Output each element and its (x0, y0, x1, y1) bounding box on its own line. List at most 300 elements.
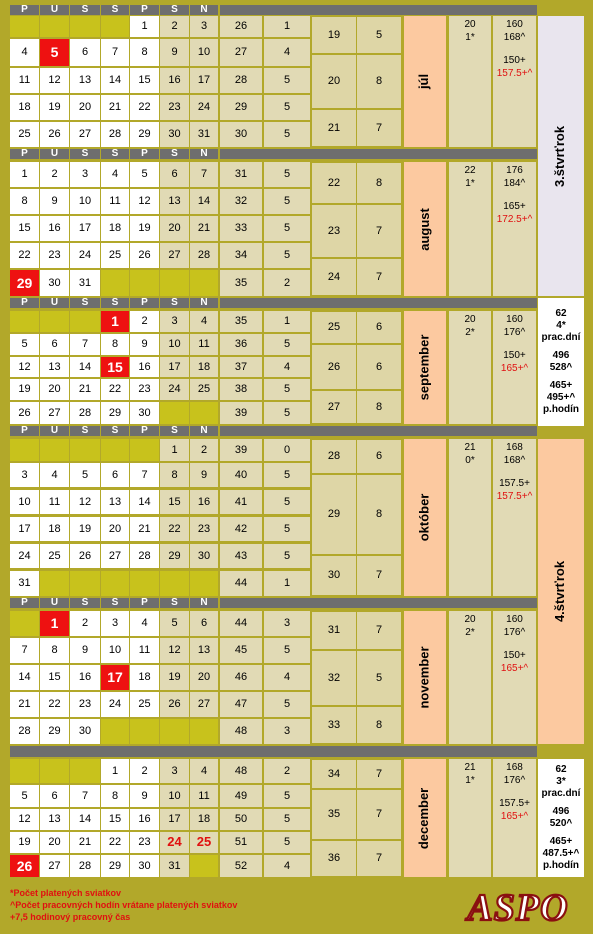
summary-total: 150+ (503, 650, 526, 661)
empty-day-cell (101, 439, 129, 461)
summary-hours_paid: 176^ (503, 327, 526, 338)
day-cell: 10 (190, 39, 218, 66)
week-workdays: 4 (264, 39, 310, 66)
summary-hours_paid: 168^ (503, 32, 526, 43)
group-value: 36 (312, 841, 356, 876)
month-hours-summary (493, 311, 536, 424)
day-cell: 11 (10, 68, 39, 93)
summary-total: 150+ (503, 55, 526, 66)
empty-day-cell (101, 16, 129, 37)
day-cell: 9 (130, 785, 159, 807)
empty-day-cell (190, 402, 218, 424)
day-cell: 8 (40, 638, 69, 663)
day-cell: 4 (190, 759, 218, 783)
day-cell: 21 (70, 379, 100, 400)
day-cell: 10 (160, 785, 189, 807)
day-cell: 20 (40, 832, 69, 853)
day-cell: 3 (160, 759, 189, 783)
day-cell: 20 (190, 665, 218, 690)
week-workdays: 2 (264, 759, 310, 783)
month-days-summary (449, 16, 491, 147)
day-cell: 18 (190, 809, 218, 830)
day-cell: 16 (70, 665, 100, 690)
day-cell: 6 (40, 785, 69, 807)
day-cell: 31 (10, 571, 39, 596)
day-cell: 29 (130, 122, 159, 147)
half-total-line: p.hodín (542, 860, 580, 871)
group-value: 24 (312, 259, 356, 295)
quarter-label-text: 4.štvrťrok (552, 560, 568, 623)
day-cell: 3 (70, 162, 100, 187)
day-cell: 25 (190, 832, 218, 853)
day-cell: 19 (130, 216, 159, 241)
week-workdays: 5 (264, 95, 310, 120)
day-cell: 21 (130, 517, 159, 541)
week-workdays: 5 (264, 809, 310, 830)
day-cell: 28 (70, 855, 100, 877)
day-cell: 24 (160, 832, 189, 853)
day-cell: 22 (160, 517, 189, 541)
group-value: 27 (312, 391, 356, 423)
day-cell: 4 (130, 611, 159, 636)
week-number: 40 (220, 463, 262, 487)
summary-holidays: 2* (465, 627, 475, 638)
day-cell: 9 (70, 638, 100, 663)
day-cell: 26 (130, 243, 159, 268)
day-cell: 29 (10, 270, 39, 296)
week-workdays: 5 (264, 379, 310, 400)
day-cell: 27 (40, 402, 69, 424)
half-total-line: 465+ (549, 380, 573, 391)
summary-holidays: 1* (465, 775, 475, 786)
half-total-line: p.hodín (542, 404, 580, 415)
day-cell: 17 (70, 216, 100, 241)
weekday-header: S (101, 5, 129, 15)
half-total-line: 495+^ (546, 392, 576, 403)
empty-day-cell (160, 571, 189, 596)
day-cell: 1 (10, 162, 39, 187)
month-label: september (416, 334, 432, 401)
day-cell: 11 (190, 334, 218, 355)
empty-day-cell (10, 311, 39, 332)
aspo-logo (458, 884, 580, 928)
weekday-header: U (40, 598, 69, 608)
day-cell: 3 (10, 463, 39, 487)
summary-days: 21 (464, 442, 476, 453)
group-value: 20 (312, 55, 356, 108)
day-cell: 23 (160, 95, 189, 120)
month-label: august (416, 207, 432, 251)
header-bar (220, 149, 537, 159)
day-cell: 13 (70, 68, 100, 93)
summary-days: 20 (464, 314, 476, 325)
summary-total-paid: 157.5+^ (496, 491, 533, 502)
day-cell: 4 (40, 463, 69, 487)
week-number: 35 (220, 311, 262, 332)
week-workdays: 5 (264, 692, 310, 717)
day-cell: 26 (10, 855, 39, 877)
day-cell: 24 (70, 243, 100, 268)
group-count: 7 (357, 110, 401, 146)
day-cell: 23 (190, 517, 218, 541)
day-cell: 13 (101, 490, 129, 514)
day-cell: 28 (10, 719, 39, 744)
day-cell: 20 (101, 517, 129, 541)
weekday-header: Š (101, 149, 129, 159)
week-number: 39 (220, 439, 262, 461)
weekday-header: P (10, 426, 39, 436)
day-cell: 27 (70, 122, 100, 147)
day-cell: 18 (130, 665, 159, 690)
week-number: 29 (220, 95, 262, 120)
group-count: 5 (357, 651, 401, 705)
group-value: 30 (312, 556, 356, 595)
day-cell: 6 (190, 611, 218, 636)
day-cell: 1 (130, 16, 159, 37)
day-cell: 28 (190, 243, 218, 268)
empty-day-cell (160, 402, 189, 424)
weekday-header: P (10, 5, 39, 15)
day-cell: 21 (10, 692, 39, 717)
day-cell: 12 (10, 357, 39, 377)
empty-day-cell (40, 311, 69, 332)
day-cell: 22 (10, 243, 39, 268)
day-cell: 9 (130, 334, 159, 355)
weekday-header: S (70, 5, 100, 15)
day-cell: 25 (10, 122, 39, 147)
group-count: 8 (357, 163, 401, 203)
empty-day-cell (190, 855, 218, 877)
month-name (404, 311, 446, 424)
group-count: 6 (357, 440, 401, 473)
day-cell: 31 (70, 270, 100, 296)
group-value: 35 (312, 790, 356, 839)
week-number: 37 (220, 357, 262, 377)
day-cell: 17 (160, 357, 189, 377)
day-cell: 26 (160, 692, 189, 717)
day-cell: 10 (160, 334, 189, 355)
quarter-label-text: 3.štvrťrok (552, 125, 568, 187)
weekday-header: P (130, 149, 159, 159)
day-cell: 2 (130, 311, 159, 332)
empty-day-cell (101, 719, 129, 744)
day-cell: 12 (40, 68, 69, 93)
day-cell: 26 (10, 402, 39, 424)
empty-day-cell (130, 719, 159, 744)
group-count: 8 (357, 707, 401, 743)
weekday-header: S (70, 426, 100, 436)
half-year-totals (538, 759, 584, 877)
day-cell: 14 (70, 357, 100, 377)
month-label: december (416, 787, 432, 849)
empty-day-cell (70, 759, 100, 783)
week-workdays: 3 (264, 611, 310, 636)
day-cell: 5 (160, 611, 189, 636)
day-cell: 16 (130, 357, 159, 377)
day-cell: 10 (70, 189, 100, 214)
month-name (404, 16, 446, 147)
week-workdays: 5 (264, 243, 310, 268)
day-cell: 12 (160, 638, 189, 663)
header-bar (220, 5, 537, 15)
day-cell: 17 (101, 665, 129, 690)
week-workdays: 1 (264, 16, 310, 37)
week-number: 26 (220, 16, 262, 37)
summary-hours_paid: 168^ (503, 455, 526, 466)
week-workdays: 1 (264, 311, 310, 332)
day-cell: 11 (190, 785, 218, 807)
week-number: 41 (220, 490, 262, 514)
day-cell: 9 (190, 463, 218, 487)
day-cell: 17 (160, 809, 189, 830)
day-cell: 31 (160, 855, 189, 877)
group-value: 34 (312, 760, 356, 788)
week-workdays: 5 (264, 490, 310, 514)
day-cell: 28 (101, 122, 129, 147)
empty-day-cell (70, 16, 100, 37)
half-total-line: 496 (552, 350, 570, 361)
month-days-summary (449, 162, 491, 296)
day-cell: 30 (130, 402, 159, 424)
day-cell: 19 (10, 832, 39, 853)
week-workdays: 5 (264, 463, 310, 487)
day-cell: 20 (160, 216, 189, 241)
group-count: 7 (357, 556, 401, 595)
week-number: 46 (220, 665, 262, 690)
empty-day-cell (101, 571, 129, 596)
day-cell: 2 (190, 439, 218, 461)
empty-day-cell (130, 270, 159, 296)
day-cell: 8 (130, 39, 159, 66)
weekday-header: P (130, 298, 159, 308)
group-value: 29 (312, 475, 356, 554)
week-number: 32 (220, 189, 262, 214)
group-count: 5 (357, 17, 401, 53)
day-cell: 25 (40, 544, 69, 568)
month-label: júl (416, 73, 432, 90)
day-cell: 8 (101, 334, 129, 355)
month-days-summary (449, 759, 491, 877)
week-workdays: 0 (264, 439, 310, 461)
day-cell: 7 (190, 162, 218, 187)
day-cell: 5 (130, 162, 159, 187)
day-cell: 30 (70, 719, 100, 744)
summary-hours: 160 (506, 614, 523, 625)
weekday-header: N (190, 5, 218, 15)
week-workdays: 4 (264, 855, 310, 877)
group-count: 8 (357, 391, 401, 423)
legend-line: ^Počet pracovných hodín vrátane platených sviatkov (10, 900, 238, 910)
weekday-header: P (130, 5, 159, 15)
half-total-line: prac.dní (541, 788, 581, 799)
week-workdays: 5 (264, 122, 310, 147)
day-cell: 15 (130, 68, 159, 93)
header-bar (220, 598, 537, 608)
week-number: 51 (220, 832, 262, 853)
weekday-header: S (160, 149, 189, 159)
day-cell: 6 (160, 162, 189, 187)
month-days-summary (449, 611, 491, 744)
empty-day-cell (101, 270, 129, 296)
empty-day-cell (70, 571, 100, 596)
week-number: 43 (220, 544, 262, 568)
day-cell: 11 (40, 490, 69, 514)
week-workdays: 5 (264, 68, 310, 93)
weekday-header: P (10, 149, 39, 159)
day-cell: 2 (40, 162, 69, 187)
day-cell: 20 (40, 379, 69, 400)
group-value: 23 (312, 205, 356, 257)
weekday-header: U (40, 149, 69, 159)
week-number: 52 (220, 855, 262, 877)
day-cell: 6 (40, 334, 69, 355)
week-number: 27 (220, 39, 262, 66)
week-number: 28 (220, 68, 262, 93)
group-value: 33 (312, 707, 356, 743)
weekday-header: Š (101, 598, 129, 608)
day-cell: 22 (40, 692, 69, 717)
group-count: 7 (357, 205, 401, 257)
day-cell: 14 (190, 189, 218, 214)
summary-total: 157.5+ (499, 798, 530, 809)
day-cell: 1 (101, 311, 129, 332)
day-cell: 28 (70, 402, 100, 424)
logo-text: ASPO (467, 887, 569, 928)
day-cell: 3 (160, 311, 189, 332)
day-cell: 11 (130, 638, 159, 663)
week-number: 50 (220, 809, 262, 830)
legend-line: *Počet platených sviatkov (10, 888, 122, 898)
day-cell: 10 (10, 490, 39, 514)
summary-total-paid: 157.5+^ (496, 68, 533, 79)
empty-day-cell (190, 719, 218, 744)
day-cell: 21 (101, 95, 129, 120)
half-total-line: 496 (552, 806, 570, 817)
empty-day-cell (10, 759, 39, 783)
day-cell: 7 (10, 638, 39, 663)
weekday-header: S (70, 298, 100, 308)
day-cell: 18 (40, 517, 69, 541)
day-cell: 19 (160, 665, 189, 690)
month-name (404, 162, 446, 296)
week-number: 49 (220, 785, 262, 807)
weekday-header: P (10, 298, 39, 308)
day-cell: 8 (10, 189, 39, 214)
empty-day-cell (40, 759, 69, 783)
day-cell: 17 (10, 517, 39, 541)
group-count: 7 (357, 790, 401, 839)
day-cell: 24 (101, 692, 129, 717)
week-workdays: 5 (264, 638, 310, 663)
month-label: november (416, 646, 432, 709)
group-value: 25 (312, 312, 356, 343)
summary-days: 20 (464, 19, 476, 30)
day-cell: 12 (130, 189, 159, 214)
header-bar (10, 746, 537, 757)
week-number: 30 (220, 122, 262, 147)
empty-day-cell (10, 16, 39, 37)
summary-holidays: 2* (465, 327, 475, 338)
day-cell: 7 (70, 785, 100, 807)
weekday-header: N (190, 426, 218, 436)
day-cell: 8 (101, 785, 129, 807)
group-value: 26 (312, 345, 356, 389)
day-cell: 10 (101, 638, 129, 663)
summary-hours: 160 (506, 19, 523, 30)
day-cell: 7 (101, 39, 129, 66)
week-workdays: 1 (264, 571, 310, 596)
day-cell: 14 (70, 809, 100, 830)
day-cell: 18 (190, 357, 218, 377)
half-total-line: 3* (556, 776, 566, 787)
week-workdays: 5 (264, 517, 310, 541)
week-number: 31 (220, 162, 262, 187)
summary-days: 20 (464, 614, 476, 625)
day-cell: 27 (160, 243, 189, 268)
weekday-header: P (10, 598, 39, 608)
day-cell: 5 (10, 334, 39, 355)
week-workdays: 5 (264, 216, 310, 241)
half-year-totals (538, 298, 584, 426)
day-cell: 25 (130, 692, 159, 717)
day-cell: 16 (40, 216, 69, 241)
day-cell: 11 (101, 189, 129, 214)
day-cell: 7 (70, 334, 100, 355)
day-cell: 30 (190, 544, 218, 568)
half-total-line: 528^ (549, 362, 573, 373)
day-cell: 24 (190, 95, 218, 120)
day-cell: 4 (190, 311, 218, 332)
month-hours-summary (493, 16, 536, 147)
week-workdays: 5 (264, 832, 310, 853)
empty-day-cell (70, 439, 100, 461)
month-hours-summary (493, 439, 536, 596)
day-cell: 18 (101, 216, 129, 241)
day-cell: 29 (101, 855, 129, 877)
day-cell: 27 (101, 544, 129, 568)
week-workdays: 5 (264, 189, 310, 214)
half-total-line: 4* (556, 320, 566, 331)
half-total-line: 487.5+^ (542, 848, 580, 859)
day-cell: 23 (130, 379, 159, 400)
day-cell: 1 (101, 759, 129, 783)
day-cell: 24 (160, 379, 189, 400)
week-workdays: 4 (264, 665, 310, 690)
week-workdays: 5 (264, 334, 310, 355)
week-number: 44 (220, 611, 262, 636)
week-number: 38 (220, 379, 262, 400)
group-value: 32 (312, 651, 356, 705)
group-count: 8 (357, 55, 401, 108)
day-cell: 5 (70, 463, 100, 487)
day-cell: 9 (40, 189, 69, 214)
weekday-header: U (40, 5, 69, 15)
day-cell: 2 (130, 759, 159, 783)
month-hours-summary (493, 162, 536, 296)
empty-day-cell (40, 16, 69, 37)
summary-total: 165+ (503, 201, 526, 212)
day-cell: 1 (160, 439, 189, 461)
day-cell: 19 (40, 95, 69, 120)
group-value: 22 (312, 163, 356, 203)
day-cell: 3 (101, 611, 129, 636)
day-cell: 22 (101, 832, 129, 853)
summary-total: 150+ (503, 350, 526, 361)
day-cell: 13 (160, 189, 189, 214)
day-cell: 29 (40, 719, 69, 744)
day-cell: 9 (160, 39, 189, 66)
half-total-line: prac.dní (541, 332, 581, 343)
